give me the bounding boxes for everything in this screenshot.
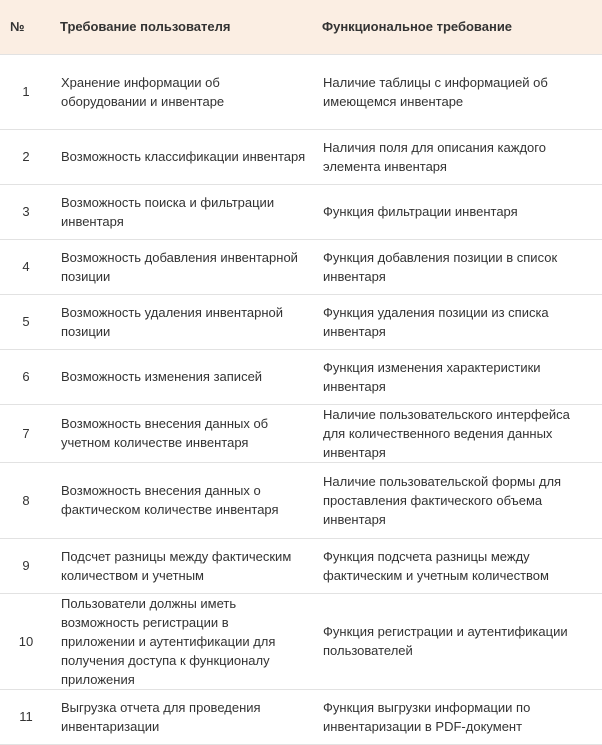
table-body [0, 54, 602, 744]
functional-requirement-cell: Наличия поля для описания каждого элемента инвентаря [314, 129, 602, 184]
row-num: 3 [0, 184, 52, 239]
user-requirement-cell: Возможность классификации инвентаря [52, 129, 314, 184]
table-row [0, 593, 602, 689]
table-row [0, 349, 602, 404]
row-num: 6 [0, 349, 52, 404]
functional-requirement-cell: Функция подсчета разницы между фактическим и учетным количеством [314, 538, 602, 593]
row-num: 2 [0, 129, 52, 184]
user-requirement-cell: Возможность внесения данных об учетном количестве инвентаря [52, 404, 314, 462]
row-num: 4 [0, 239, 52, 294]
user-requirement-cell: Возможность поиска и фильтрации инвентаря [52, 184, 314, 239]
row-num: 1 [0, 54, 52, 129]
row-num: 7 [0, 404, 52, 462]
row-num: 8 [0, 462, 52, 538]
row-num: 9 [0, 538, 52, 593]
row-num: 11 [0, 689, 52, 744]
row-num: 5 [0, 294, 52, 349]
table-header [0, 0, 602, 54]
table-row [0, 184, 602, 239]
row-num: 10 [0, 593, 52, 689]
functional-requirement-cell: Функция изменения характеристики инвентаря [314, 349, 602, 404]
table-row [0, 239, 602, 294]
functional-requirement-cell: Функция выгрузки информации по инвентаризации в PDF-документ [314, 689, 602, 744]
table-row [0, 689, 602, 744]
functional-requirement-cell: Наличие таблицы с информацией об имеющемся инвентаре [314, 54, 602, 129]
header-row [0, 0, 602, 54]
table-row [0, 294, 602, 349]
header-functional-requirement: Функциональное требование [314, 0, 602, 54]
functional-requirement-cell: Наличие пользовательского интерфейса для количественного ведения данных инвентаря [314, 404, 602, 462]
user-requirement-cell: Возможность добавления инвентарной позиции [52, 239, 314, 294]
functional-requirement-cell: Функция удаления позиции из списка инвентаря [314, 294, 602, 349]
functional-requirement-cell: Функция регистрации и аутентификации пользователей [314, 593, 602, 689]
table-row [0, 54, 602, 129]
user-requirement-cell: Выгрузка отчета для проведения инвентаризации [52, 689, 314, 744]
header-user-requirement: Требование пользователя [52, 0, 314, 54]
user-requirement-cell: Подсчет разницы между фактическим количеством и учетным [52, 538, 314, 593]
user-requirement-cell: Возможность изменения записей [52, 349, 314, 404]
table-row [0, 462, 602, 538]
header-num: № [0, 0, 52, 54]
user-requirement-cell: Возможность внесения данных о фактическом количестве инвентаря [52, 462, 314, 538]
functional-requirement-cell: Функция фильтрации инвентаря [314, 184, 602, 239]
user-requirement-cell: Хранение информации об оборудовании и инвентаре [52, 54, 314, 129]
user-requirement-cell: Возможность удаления инвентарной позиции [52, 294, 314, 349]
table-row [0, 538, 602, 593]
functional-requirement-cell: Наличие пользовательской формы для проставления фактического объема инвентаря [314, 462, 602, 538]
user-requirement-cell: Пользователи должны иметь возможность регистрации в приложении и аутентификации для получения доступа к функционалу приложения [52, 593, 314, 689]
table-row [0, 129, 602, 184]
functional-requirement-cell: Функция добавления позиции в список инвентаря [314, 239, 602, 294]
table-row [0, 404, 602, 462]
